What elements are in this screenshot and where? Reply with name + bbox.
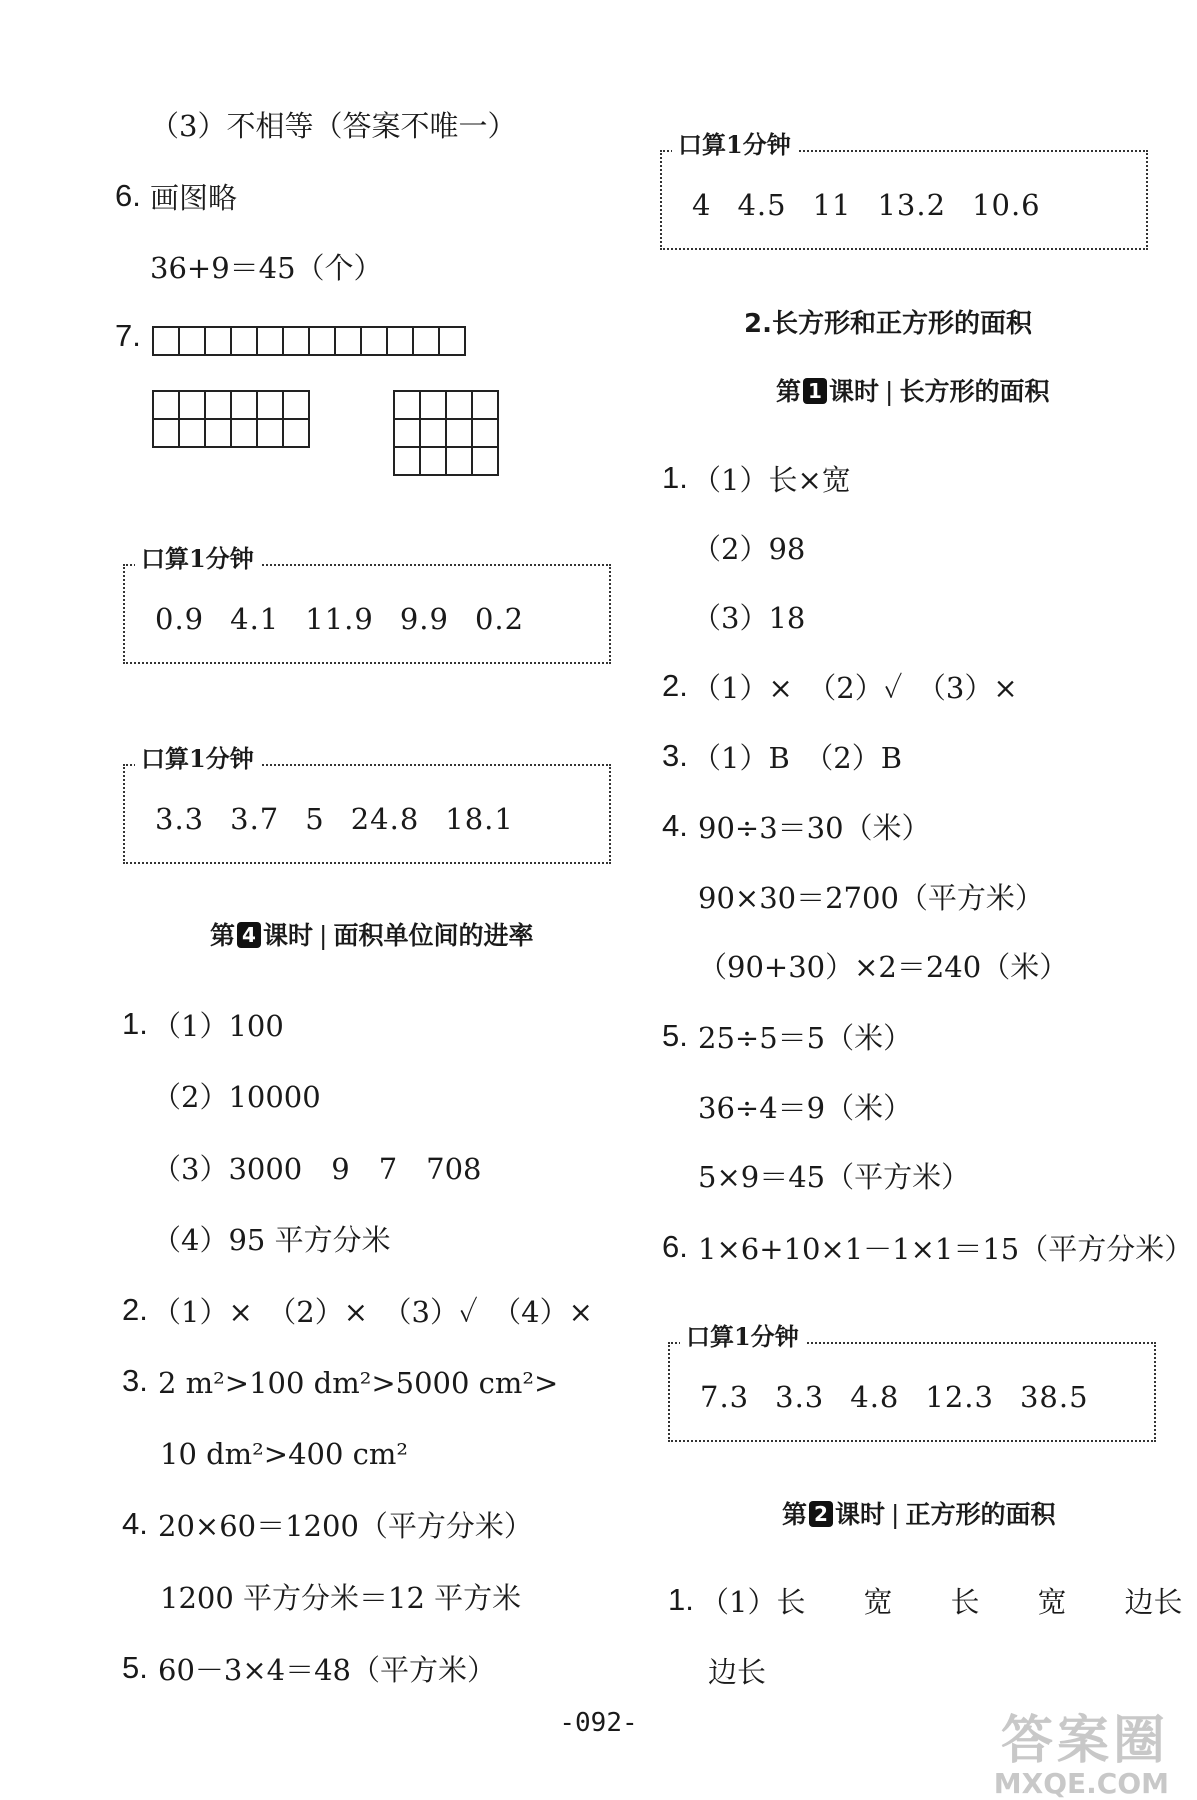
watermark-bottom: MXQE.COM — [993, 1767, 1169, 1800]
watermark-top: 答案圈 — [1000, 1711, 1169, 1771]
question-number: 1. — [662, 460, 688, 495]
answer-line: （90+30）×2＝240（米） — [698, 950, 1069, 984]
mental-value: 4.8 — [850, 1380, 900, 1414]
mental-math-label: 口算1分钟 — [680, 1322, 805, 1352]
question-number: 7. — [115, 318, 141, 353]
question-number: 3. — [662, 738, 688, 773]
answer-line: （1）× （2）✓ （3）× — [692, 671, 1018, 705]
mental-math-values — [700, 1380, 1115, 1414]
mental-math-box — [123, 744, 611, 864]
mental-math-label: 口算1分钟 — [135, 744, 260, 774]
mental-math-box — [123, 544, 611, 664]
lesson-separator: | — [885, 377, 894, 406]
answer-line: 60－3×4＝48（平方米） — [158, 1653, 497, 1687]
mental-value: 0.2 — [474, 602, 525, 636]
question-number: 1. — [668, 1582, 694, 1617]
mental-value: 24.8 — [350, 802, 420, 836]
lesson-prefix: 第 — [210, 921, 236, 950]
question-number: 1. — [122, 1006, 148, 1041]
question-number: 4. — [122, 1506, 148, 1541]
mental-math-box — [660, 130, 1148, 250]
question-number: 2. — [122, 1292, 148, 1327]
lesson-heading — [782, 1497, 1055, 1533]
answer-line: 2 m²>100 dm²>5000 cm²> — [158, 1366, 559, 1400]
answer-line: （1）长×宽 — [692, 463, 851, 497]
lesson-heading — [210, 918, 533, 954]
lesson-suffix: 课时 — [263, 921, 314, 950]
mental-value: 5 — [305, 802, 325, 836]
lesson-badge: 4 — [237, 922, 261, 948]
answer-line: （3）不相等（答案不唯一） — [150, 109, 517, 143]
question-number: 4. — [662, 808, 688, 843]
mental-value: 9.9 — [399, 602, 449, 636]
watermark — [994, 1698, 1169, 1800]
mental-math-values — [155, 602, 550, 636]
question-number: 2. — [662, 668, 688, 703]
grid-3x4 — [393, 390, 499, 476]
section-title: 2.长方形和正方形的面积 — [744, 309, 1032, 339]
lesson-title: 长方形的面积 — [899, 377, 1050, 406]
answer-line: 20×60＝1200（平方分米） — [158, 1509, 533, 1543]
mental-value: 13.2 — [877, 188, 947, 222]
answer-line: 36+9＝45（个） — [150, 251, 383, 285]
answer-line: 10 dm²>400 cm² — [160, 1437, 409, 1471]
question-number: 3. — [122, 1363, 148, 1398]
lesson-title: 正方形的面积 — [905, 1500, 1056, 1529]
answer-line: （1）× （2）× （3）✓ （4）× — [152, 1295, 593, 1329]
mental-value: 12.3 — [925, 1380, 994, 1414]
answer-line: （3）18 — [692, 601, 806, 635]
answer-line: （1）100 — [152, 1009, 284, 1043]
question-number: 5. — [662, 1018, 688, 1053]
mental-value: 11.9 — [305, 602, 374, 636]
lesson-heading — [776, 374, 1049, 410]
answer-line: （4）95 平方分米 — [152, 1223, 391, 1257]
mental-math-values — [692, 188, 1067, 222]
answer-line: 画图略 — [150, 181, 238, 215]
mental-value: 4.5 — [737, 188, 787, 222]
question-number: 6. — [662, 1229, 688, 1264]
question-number: 6. — [115, 178, 141, 213]
mental-math-label: 口算1分钟 — [672, 130, 797, 160]
mental-value: 0.9 — [155, 602, 205, 636]
lesson-suffix: 课时 — [829, 377, 880, 406]
mental-value: 38.5 — [1019, 1380, 1089, 1414]
mental-value: 18.1 — [445, 802, 514, 836]
grid-2x6 — [152, 390, 310, 448]
lesson-badge: 1 — [803, 378, 827, 404]
mental-value: 10.6 — [972, 188, 1041, 222]
mental-math-label: 口算1分钟 — [135, 544, 260, 574]
answer-line: 90×30＝2700（平方米） — [698, 881, 1044, 915]
lesson-title: 面积单位间的进率 — [333, 921, 534, 950]
lesson-separator: | — [891, 1500, 900, 1529]
mental-value: 4 — [692, 188, 712, 222]
answer-line: 1200 平方分米＝12 平方米 — [160, 1581, 522, 1615]
answer-line: （1）长 宽 长 宽 边长 — [700, 1585, 1183, 1619]
mental-value: 11 — [812, 188, 852, 222]
lesson-prefix: 第 — [782, 1500, 808, 1529]
answer-line: 90÷3＝30（米） — [698, 811, 931, 845]
mental-value: 3.3 — [775, 1380, 825, 1414]
grid-1x12 — [152, 326, 466, 356]
answer-line: （2）10000 — [152, 1080, 321, 1114]
answer-line: （2）98 — [692, 532, 806, 566]
mental-math-values — [155, 802, 540, 836]
lesson-separator: | — [319, 921, 328, 950]
mental-value: 4.1 — [230, 602, 280, 636]
mental-math-box — [668, 1322, 1156, 1442]
mental-value: 7.3 — [700, 1380, 750, 1414]
answer-line: 1×6+10×1－1×1＝15（平方分米） — [698, 1232, 1194, 1266]
lesson-badge: 2 — [809, 1501, 833, 1527]
answer-line: 5×9＝45（平方米） — [698, 1160, 971, 1194]
lesson-suffix: 课时 — [835, 1500, 886, 1529]
answer-line: 25÷5＝5（米） — [698, 1021, 913, 1055]
answer-line: 36÷4＝9（米） — [698, 1091, 913, 1125]
answer-line: 边长 — [708, 1655, 767, 1689]
answer-line: （3）3000 9 7 708 — [152, 1152, 482, 1186]
answer-line: （1）B （2）B — [692, 741, 903, 775]
question-number: 5. — [122, 1650, 148, 1685]
mental-value: 3.7 — [230, 802, 280, 836]
page-number: -092- — [559, 1708, 638, 1738]
lesson-prefix: 第 — [776, 377, 802, 406]
mental-value: 3.3 — [155, 802, 205, 836]
